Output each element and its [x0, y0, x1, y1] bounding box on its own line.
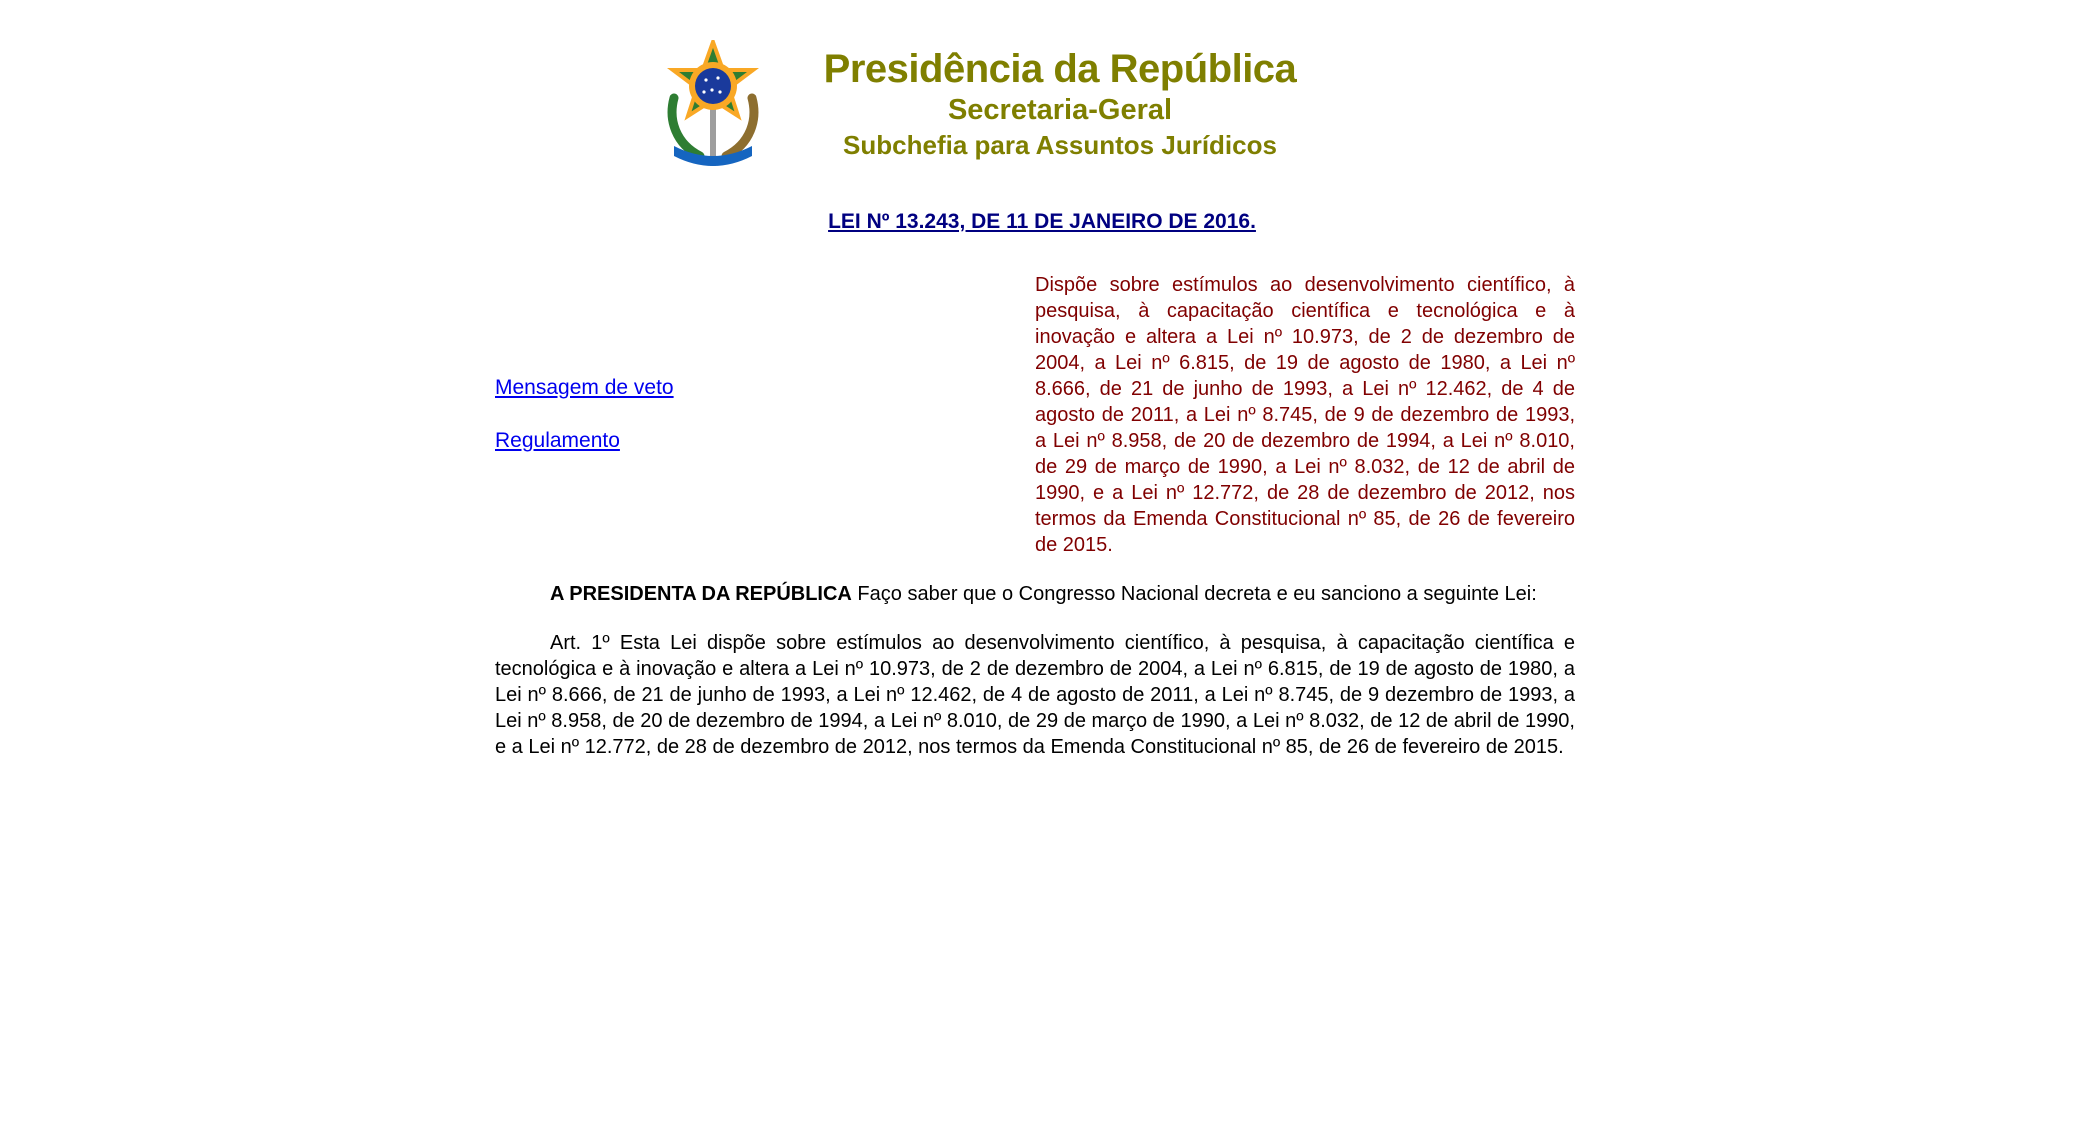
law-title-container [0, 210, 2084, 234]
preamble-bold: A PRESIDENTA DA REPÚBLICA [550, 583, 852, 605]
side-links [495, 375, 674, 454]
article-1: Art. 1º Esta Lei dispõe sobre estímulos ao desenvolvimento científico, à pesquisa, à capacitação científica e tecnológica e à inovação e altera a Lei nº 10.973, de 2 de dezembro de 2004, a Lei nº 6.815, de 19 de agosto de 1980, a Lei nº 8.666, de 21 de junho de 1993, a Lei nº 12.462, de 4 de agosto de 2011, a Lei nº 8.745, de 9 dezembro de 1993, a Lei nº 8.958, de 20 de dezembro de 1994, a Lei nº 8.010, de 29 de março de 1990, a Lei nº 8.032, de 12 de abril de 1990, e a Lei nº 12.772, de 28 de dezembro de 2012, nos termos da Emenda Constitucional nº 85, de 26 de fevereiro de 2015. [495, 632, 1575, 758]
header-titles [800, 46, 1320, 162]
preamble-text: Faço saber que o Congresso Nacional decreta e eu sanciono a seguinte Lei: [851, 583, 1537, 605]
preamble-paragraph [495, 581, 1575, 607]
mensagem-de-veto-link[interactable]: Mensagem de veto [495, 376, 674, 399]
header-subtitle-2: Subchefia para Assuntos Jurídicos [843, 130, 1277, 160]
law-ementa: Dispõe sobre estímulos ao desenvolvimento científico, à pesquisa, à capacitação científica e tecnológica e à inovação e altera a Lei nº 10.973, de 2 de dezembro de 2004, a Lei nº 6.815, de 19 de agosto de 1980, a Lei nº 8.666, de 21 de junho de 1993, a Lei nº 12.462, de 4 de agosto de 2011, a Lei nº 8.745, de 9 de dezembro de 1993, a Lei nº 8.958, de 20 de dezembro de 1994, a Lei nº 8.010, de 29 de março de 1990, a Lei nº 8.032, de 12 de abril de 1990, e a Lei nº 12.772, de 28 de dezembro de 2012, nos termos da Emenda Constitucional nº 85, de 26 de fevereiro de 2015. [1035, 274, 1575, 556]
header-subtitle: Secretaria-Geral [947, 94, 1173, 126]
header-title: Presidência da República [823, 47, 1297, 91]
law-title-link[interactable]: LEI Nº 13.243, DE 11 DE JANEIRO DE 2016. [828, 210, 1256, 233]
regulamento-link[interactable]: Regulamento [495, 429, 620, 452]
page-header [660, 40, 1320, 170]
brazil-coat-of-arms-icon [660, 40, 766, 170]
